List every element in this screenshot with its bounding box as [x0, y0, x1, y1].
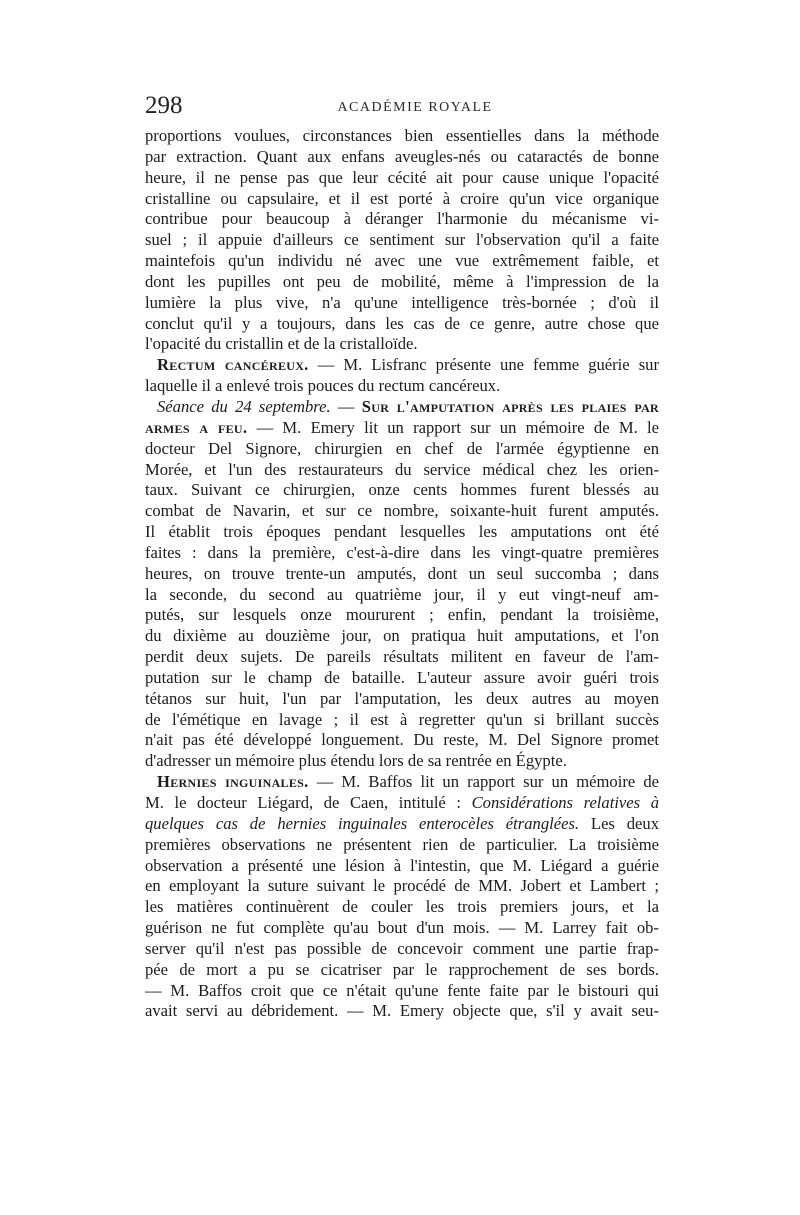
text-line — [145, 397, 659, 418]
text-run: maintefois qu'un individu né avec une vue extrêmement faible, et — [145, 251, 659, 271]
text-run: cristalline ou capsulaire, et il est porté à croire qu'un vice organique — [145, 188, 659, 208]
text-run: — M. Baffos croit que ce n'était qu'une fente faite par le bistouri qui — [145, 980, 659, 1000]
text-run: l'opacité du cristallin et de la cristalloïde. — [145, 334, 418, 354]
text-line — [145, 939, 659, 960]
text-line — [145, 689, 659, 710]
text-run: Les deux — [579, 813, 659, 833]
text-line — [145, 439, 659, 460]
text-run: premières observations ne présentent rien de particulier. La troisième — [145, 834, 659, 854]
page-header — [145, 92, 655, 124]
text-run: observation a présenté une lésion à l'intestin, que M. Liégard a guérie — [145, 855, 659, 875]
text-run: perdit deux sujets. De pareils résultats militent en faveur de l'am- — [145, 647, 659, 667]
text-run: d'adresser un mémoire plus étendu lors de sa rentrée en Égypte. — [145, 751, 567, 771]
text-line — [145, 960, 659, 981]
text-line — [145, 189, 659, 210]
text-line — [145, 230, 659, 251]
section-heading: Hernies inguinales. — [157, 772, 309, 792]
text-line — [145, 647, 659, 668]
text-run: Morée, et l'un des restaurateurs du service médical chez les orien- — [145, 459, 659, 479]
text-line — [145, 668, 659, 689]
text-run: pée de mort a pu se cicatriser par le rapprochement de ses bords. — [145, 959, 659, 979]
text-line — [145, 293, 659, 314]
text-run: faites : dans la première, c'est-à-dire dans les vingt-quatre premières — [145, 542, 659, 562]
text-run: avait servi au débridement. — M. Emery objecte que, s'il y avait seu- — [145, 1001, 659, 1021]
text-line — [145, 897, 659, 918]
text-run: contribue pour beaucoup à déranger l'harmonie du mécanisme vi- — [145, 209, 659, 229]
text-run: dont les pupilles ont peu de mobilité, même à l'impression de la — [145, 271, 659, 291]
text-run: — M. Lisfranc présente une femme guérie sur — [308, 355, 659, 375]
text-line — [145, 272, 659, 293]
text-line — [145, 605, 659, 626]
text-line — [145, 251, 659, 272]
text-line — [145, 314, 659, 335]
text-run: putation sur le champ de bataille. L'auteur assure avoir guéri trois — [145, 667, 659, 687]
text-line — [145, 710, 659, 731]
section-heading: Rectum cancéreux. — [157, 355, 309, 375]
italic-text: quelques cas de hernies inguinales enterocèles étranglées. — [145, 813, 580, 833]
text-line — [145, 918, 659, 939]
text-run: tétanos sur huit, l'un par l'amputation, les deux autres au moyen — [145, 688, 659, 708]
text-run: M. le docteur Liégard, de Caen, intitulé : — [145, 793, 472, 812]
text-run: — — [330, 396, 362, 416]
text-line — [145, 376, 659, 397]
text-line — [145, 564, 659, 585]
text-line — [145, 126, 659, 147]
text-run: heure, il ne pense pas que leur cécité ait pour cause unique l'opacité — [145, 167, 659, 187]
text-run: combat de Navarin, et sur ce nombre, soixante-huit furent amputés. — [145, 501, 659, 521]
text-run: de l'émétique en lavage ; il est à regretter qu'un si brillant succès — [145, 709, 659, 729]
text-run: n'ait pas été développé longuement. Du reste, M. Del Signore promet — [145, 730, 659, 750]
text-run: — M. Baffos lit un rapport sur un mémoire de — [308, 772, 659, 792]
text-line — [145, 168, 659, 189]
text-run: suel ; il appuie d'ailleurs ce sentiment sur l'observation qu'il a faite — [145, 230, 659, 250]
page-number: 298 — [145, 92, 183, 119]
text-run: — M. Emery lit un rapport sur un mémoire de M. le — [247, 417, 659, 437]
text-run: server qu'il n'est pas possible de concevoir comment une partie frap- — [145, 938, 659, 958]
text-run: proportions voulues, circonstances bien essentielles dans la méthode — [145, 126, 659, 145]
text-line — [145, 1001, 659, 1022]
text-line — [145, 209, 659, 230]
text-run: la seconde, du second au quatrième jour, il y eut vingt-neuf am- — [145, 584, 659, 604]
text-line — [145, 772, 659, 793]
text-line — [145, 585, 659, 606]
text-line — [145, 856, 659, 877]
text-run: laquelle il a enlevé trois pouces du rectum cancéreux. — [145, 376, 501, 396]
text-line — [145, 626, 659, 647]
text-run: guérison ne fut complète qu'au bout d'un mois. — M. Larrey fait ob- — [145, 918, 659, 938]
text-run: taux. Suivant ce chirurgien, onze cents hommes furent blessés au — [145, 480, 659, 500]
text-run: docteur Del Signore, chirurgien en chef de l'armée égyptienne en — [145, 438, 659, 458]
text-line — [145, 814, 659, 835]
text-run: du dixième au douzième jour, on pratiqua huit amputations, et l'on — [145, 626, 659, 646]
running-head: ACADÉMIE ROYALE — [337, 100, 493, 115]
text-line — [145, 793, 659, 814]
text-line — [145, 501, 659, 522]
text-line — [145, 480, 659, 501]
text-run: heures, on trouve trente-un amputés, dont un seul succomba ; dans — [145, 563, 659, 583]
italic-text: Considérations relatives à — [471, 793, 659, 812]
text-line — [145, 835, 659, 856]
text-line — [145, 418, 659, 439]
text-run: les matières continuèrent de couler les trois premiers jours, et la — [145, 897, 659, 917]
text-line — [145, 876, 659, 897]
text-line — [145, 355, 659, 376]
text-run: en employant la suture suivant le procédé de MM. Jobert et Lambert ; — [145, 876, 659, 896]
text-line — [145, 522, 659, 543]
text-run: lumière la plus vive, n'a qu'une intelligence très-bornée ; d'où il — [145, 292, 659, 312]
text-line — [145, 981, 659, 1002]
text-line — [145, 751, 659, 772]
text-run: conclut qu'il y a toujours, dans les cas de ce genre, autre chose que — [145, 313, 659, 333]
italic-text: Séance du 24 septembre. — [157, 396, 331, 416]
text-line — [145, 334, 659, 355]
text-line — [145, 730, 659, 751]
section-heading: armes a feu. — [145, 417, 248, 437]
text-line — [145, 147, 659, 168]
section-heading: Sur l'amputation après les plaies par — [361, 396, 660, 416]
text-run: putés, sur lesquels onze moururent ; enfin, pendant la troisième, — [145, 605, 659, 625]
text-line — [145, 460, 659, 481]
text-line — [145, 543, 659, 564]
text-run: Il établit trois époques pendant lesquelles les amputations ont été — [145, 522, 659, 542]
body-text — [145, 126, 659, 1022]
text-run: par extraction. Quant aux enfans aveugles-nés ou cataractés de bonne — [145, 146, 659, 166]
